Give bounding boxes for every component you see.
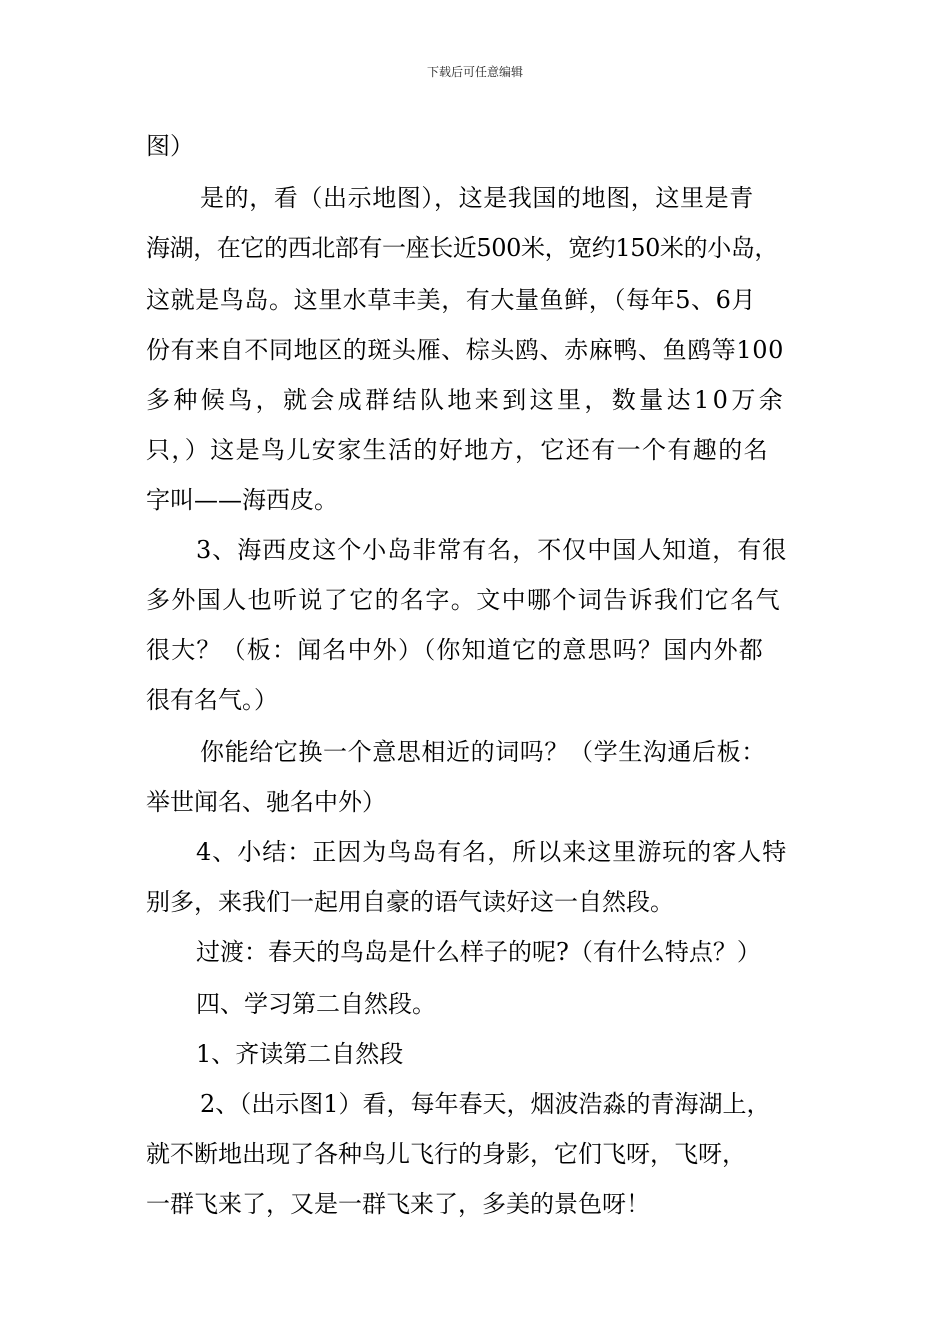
text-line: 过渡：春天的鸟岛是什么样子的呢?（有什么特点？）	[196, 938, 761, 966]
text-line: 这就是鸟岛。这里水草丰美，有大量鱼鲜，（每年5、6月	[146, 286, 757, 314]
text-line: 海湖，在它的西北部有一座长近500米，宽约150米的小岛，	[146, 234, 779, 262]
text-line: 一群飞来了，又是一群飞来了，多美的景色呀！	[146, 1190, 650, 1218]
text-line: 图）	[146, 132, 194, 160]
text-line: 2、（出示图1）看，每年春天，烟波浩淼的青海湖上，	[200, 1090, 771, 1118]
text-line: 就不断地出现了各种鸟儿飞行的身影，它们飞呀，飞呀，	[146, 1140, 746, 1168]
text-line: 你能给它换一个意思相近的词吗？（学生沟通后板：	[200, 738, 766, 766]
page-header: 下载后可任意编辑	[426, 65, 523, 79]
text-line: 很有名气。）	[146, 686, 278, 714]
text-line: 1、齐读第二自然段	[196, 1040, 404, 1068]
text-line: 多种候鸟，就会成群结队地来到这里，数量达10万余	[146, 386, 787, 414]
text-line: 是的，看（出示地图），这是我国的地图，这里是青	[200, 184, 754, 212]
text-line: 3、海西皮这个小岛非常有名，不仅中国人知道，有很	[196, 536, 788, 564]
text-line: 只，）这是鸟儿安家生活的好地方，它还有一个有趣的名	[146, 436, 769, 464]
text-line: 很大？（板：闻名中外）（你知道它的意思吗？国内外都	[146, 636, 764, 664]
text-line: 字叫——海西皮。	[146, 486, 338, 514]
text-line: 举世闻名、驰名中外）	[146, 788, 386, 816]
text-line: 多外国人也听说了它的名字。文中哪个词告诉我们它名气	[146, 586, 781, 614]
text-line: 别多，来我们一起用自豪的语气读好这一自然段。	[146, 888, 674, 916]
text-line: 份有来自不同地区的斑头雁、棕头鸥、赤麻鸭、鱼鸥等100	[146, 336, 785, 364]
text-line: 4、小结：正因为鸟岛有名，所以来这里游玩的客人特	[196, 838, 788, 866]
text-line: 四、学习第二自然段。	[196, 990, 436, 1018]
